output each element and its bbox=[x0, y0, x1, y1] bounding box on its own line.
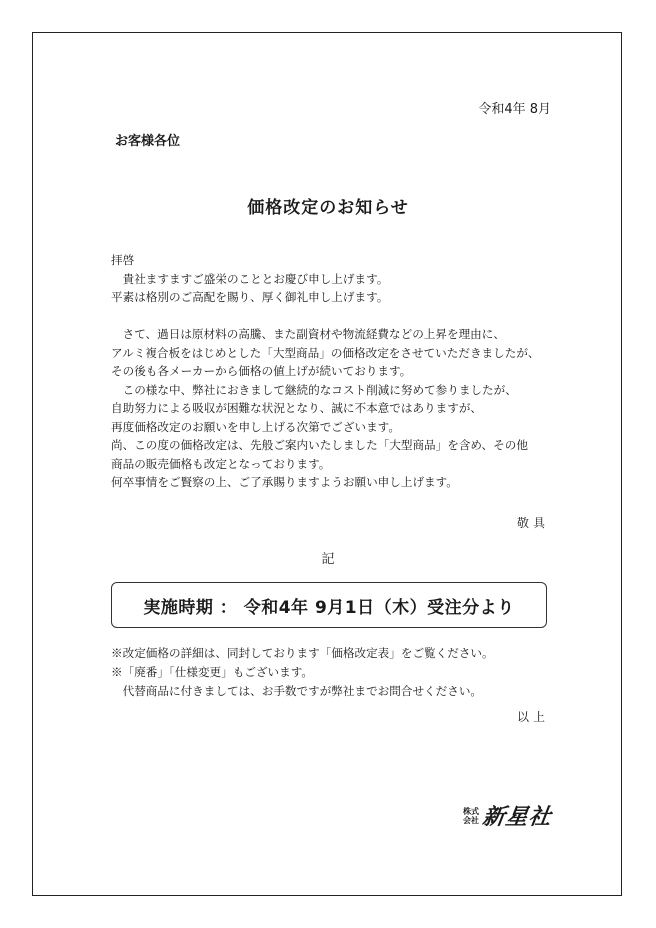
body-line: 再度価格改定のお願いを申し上げる次第でございます。 bbox=[111, 419, 400, 434]
addressee: お客様各位 bbox=[115, 134, 181, 149]
letter-title: 価格改定のお知らせ bbox=[247, 198, 409, 218]
company-logo bbox=[463, 800, 552, 831]
body-line: 尚、この度の価格改定は、先般ご案内いたしました「大型商品」を含め、その他 bbox=[111, 438, 528, 452]
company-kind-top: 株式 bbox=[462, 806, 479, 816]
letter-date: 令和4年 8月 bbox=[478, 102, 551, 117]
company-kind bbox=[463, 807, 479, 825]
body-line: 自助努力による吸収が困難な状況となり、誠に不本意ではありますが、 bbox=[111, 401, 483, 415]
company-name: 新星社 bbox=[480, 805, 554, 830]
body-line: 商品の販売価格も改定となっております。 bbox=[111, 456, 331, 471]
letter-body bbox=[111, 251, 540, 492]
body-line: この様な中、弊社におきまして継続的なコスト削減に努めて参りましたが、 bbox=[111, 382, 517, 397]
body-line: 平素は格別のご高配を賜り、厚く御礼申し上げます。 bbox=[111, 290, 389, 304]
effective-date-box bbox=[111, 582, 547, 628]
notes-list bbox=[111, 644, 494, 701]
body-line: 何卒事情をご賢察の上、ご了承賜りますようお願い申し上げます。 bbox=[111, 475, 458, 489]
paragraph-gap bbox=[111, 307, 540, 326]
effective-date-text: 実施時期 ： 令和4年 9月1日（木）受注分より bbox=[143, 597, 515, 618]
body-line: 拝啓 bbox=[111, 253, 135, 267]
closing-keigu: 敬具 bbox=[516, 516, 549, 530]
body-line: さて、過日は原材料の高騰、また副資材や物流経費などの上昇を理由に、 bbox=[111, 327, 505, 341]
body-line: アルミ複合板をはじめとした「大型商品」の価格改定をさせていただきましたが、 bbox=[111, 345, 540, 360]
note-line: 代替商品に付きましては、お手数ですが弊社までお問合せください。 bbox=[111, 684, 483, 698]
note-line: ※「廃番」「仕様変更」もございます。 bbox=[111, 665, 313, 679]
note-line: ※改定価格の詳細は、同封しております「価格改定表」をご覧ください。 bbox=[111, 646, 494, 660]
ki-heading: 記 bbox=[321, 552, 335, 567]
body-line: 貴社ますますご盛栄のこととお慶び申し上げます。 bbox=[111, 271, 389, 286]
closing-ijo: 以上 bbox=[516, 710, 549, 724]
company-kind-bottom: 会社 bbox=[462, 815, 479, 825]
body-line: その後も各メーカーから価格の値上げが続いております。 bbox=[111, 364, 412, 378]
